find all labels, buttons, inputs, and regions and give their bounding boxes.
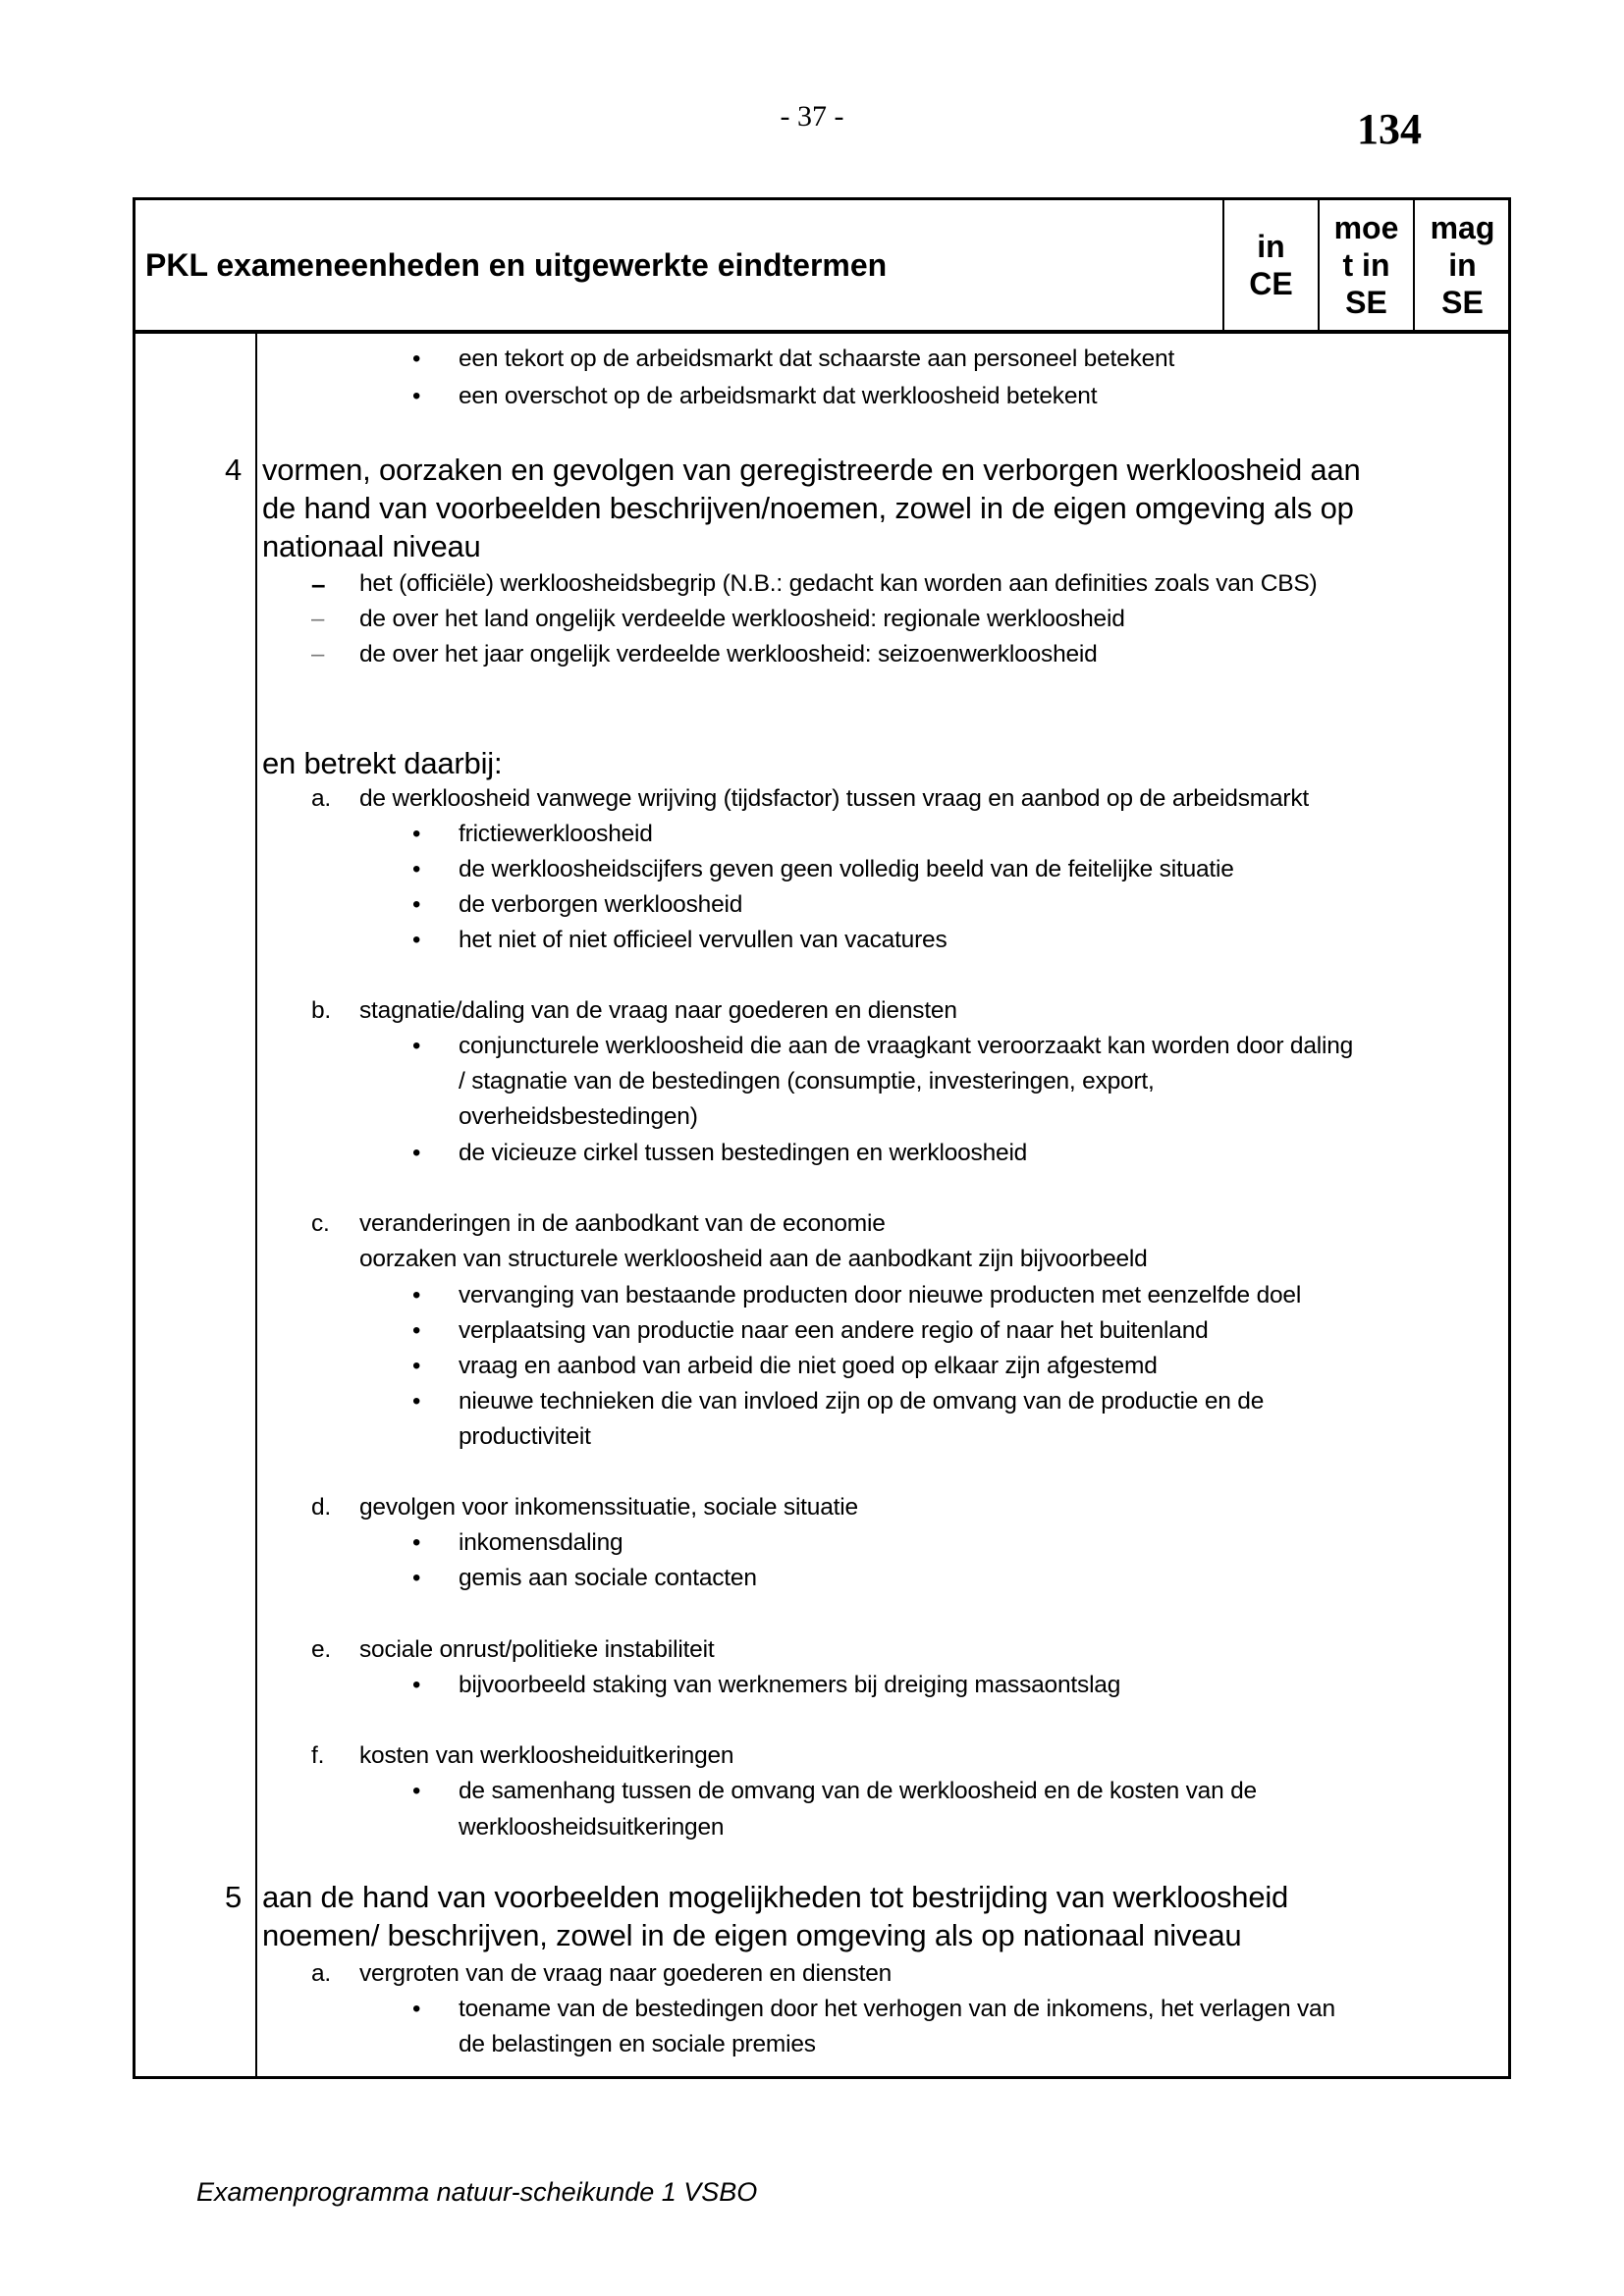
bullet-icon: • <box>412 1388 421 1415</box>
sub-marker: b. <box>311 997 332 1024</box>
intro-text: en betrekt daarbij: <box>262 746 503 780</box>
dash-icon: – <box>311 569 326 599</box>
header-col-text: in <box>1448 247 1477 283</box>
footer-text: Examenprogramma natuur-scheikunde 1 VSBO <box>196 2177 758 2207</box>
list-item-continuation: overheidsbestedingen) <box>459 1103 698 1130</box>
bullet-icon: • <box>412 1140 421 1166</box>
item-number: 4 <box>225 453 243 487</box>
bullet-icon: • <box>412 856 421 882</box>
table-header <box>135 200 1508 334</box>
header-col-moet-in-se <box>1318 200 1413 330</box>
sub-marker: a. <box>311 1960 332 1987</box>
header-col-text: t in <box>1342 247 1390 283</box>
bullet-icon: • <box>412 821 421 847</box>
item-heading-line: de hand van voorbeelden beschrijven/noemen, zowel in de eigen omgeving als op <box>262 491 1354 525</box>
bullet-icon: • <box>412 1353 421 1379</box>
header-col-in-ce <box>1222 200 1318 330</box>
bullet-icon: • <box>412 1317 421 1344</box>
item-heading-line: nationaal niveau <box>262 529 481 563</box>
sub-item-line: gevolgen voor inkomenssituatie, sociale situatie <box>359 1494 858 1521</box>
list-item: frictiewerkloosheid <box>459 821 653 847</box>
header-col-text: moe <box>1333 210 1399 245</box>
sub-item-line: de werkloosheid vanwege wrijving (tijdsfactor) tussen vraag en aanbod op de arbeidsmarkt <box>359 785 1310 812</box>
list-item-continuation: werkloosheidsuitkeringen <box>459 1814 725 1841</box>
list-item: de over het jaar ongelijk verdeelde werkloosheid: seizoenwerkloosheid <box>359 641 1098 667</box>
dash-icon: – <box>311 606 325 632</box>
sub-item-line: vergroten van de vraag naar goederen en diensten <box>359 1960 893 1987</box>
sub-item-line: sociale onrust/politieke instabiliteit <box>359 1636 715 1663</box>
dash-icon: – <box>311 641 325 667</box>
bullet-icon: • <box>412 1529 421 1556</box>
list-item: de samenhang tussen de omvang van de werkloosheid en de kosten van de <box>459 1778 1257 1804</box>
list-item: bijvoorbeeld staking van werknemers bij dreiging massaontslag <box>459 1672 1121 1698</box>
list-item: het (officiële) werkloosheidsbegrip (N.B.: gedacht kan worden aan definities zoals van CBS) <box>359 570 1318 597</box>
list-item: een tekort op de arbeidsmarkt dat schaarste aan personeel betekent <box>459 346 1175 372</box>
list-item: de over het land ongelijk verdeelde werkloosheid: regionale werkloosheid <box>359 606 1125 632</box>
header-col-mag-in-se <box>1413 200 1510 330</box>
list-item: de vicieuze cirkel tussen bestedingen en werkloosheid <box>459 1140 1028 1166</box>
header-title: PKL exameneenheden en uitgewerkte eindtermen <box>145 247 888 283</box>
sub-item-line: kosten van werkloosheiduitkeringen <box>359 1742 734 1769</box>
sub-marker: d. <box>311 1494 332 1521</box>
sub-item-line: oorzaken van structurele werkloosheid aan de aanbodkant zijn bijvoorbeeld <box>359 1246 1148 1272</box>
sub-item-line: stagnatie/daling van de vraag naar goederen en diensten <box>359 997 957 1024</box>
sub-marker: c. <box>311 1210 330 1237</box>
sub-item-line: veranderingen in de aanbodkant van de economie <box>359 1210 886 1237</box>
header-col-text: mag <box>1430 210 1495 245</box>
list-item: vraag en aanbod van arbeid die niet goed op elkaar zijn afgestemd <box>459 1353 1158 1379</box>
bullet-icon: • <box>412 891 421 918</box>
item-heading-line: vormen, oorzaken en gevolgen van geregistreerde en verborgen werkloosheid aan <box>262 453 1361 487</box>
bullet-icon: • <box>412 1282 421 1308</box>
list-item: vervanging van bestaande producten door nieuwe producten met eenzelfde doel <box>459 1282 1302 1308</box>
list-item: toename van de bestedingen door het verhogen van de inkomens, het verlagen van <box>459 1996 1335 2022</box>
item-number: 5 <box>225 1880 243 1914</box>
header-col-text: CE <box>1249 266 1293 301</box>
bullet-icon: • <box>412 927 421 953</box>
bullet-icon: • <box>412 1672 421 1698</box>
number-column-divider <box>255 334 257 2076</box>
list-item: het niet of niet officieel vervullen van vacatures <box>459 927 947 953</box>
document-number: 134 <box>1357 105 1422 153</box>
header-col-text: SE <box>1441 285 1484 320</box>
list-item: verplaatsing van productie naar een andere regio of naar het buitenland <box>459 1317 1209 1344</box>
bullet-icon: • <box>412 1033 421 1059</box>
bullet-icon: • <box>412 346 421 372</box>
list-item-continuation: productiviteit <box>459 1423 591 1450</box>
list-item-continuation: de belastingen en sociale premies <box>459 2031 816 2057</box>
bullet-icon: • <box>412 1778 421 1804</box>
bullet-icon: • <box>412 383 421 409</box>
page-number: - 37 - <box>780 100 844 133</box>
item-heading-line: aan de hand van voorbeelden mogelijkheden tot bestrijding van werkloosheid <box>262 1880 1289 1914</box>
header-col-text: SE <box>1345 285 1387 320</box>
item-heading-line: noemen/ beschrijven, zowel in de eigen omgeving als op nationaal niveau <box>262 1918 1242 1952</box>
sub-marker: f. <box>311 1742 325 1769</box>
header-col-text: in <box>1257 229 1285 264</box>
list-item: gemis aan sociale contacten <box>459 1565 757 1591</box>
list-item: inkomensdaling <box>459 1529 623 1556</box>
list-item: nieuwe technieken die van invloed zijn op de omvang van de productie en de <box>459 1388 1265 1415</box>
bullet-icon: • <box>412 1996 421 2022</box>
sub-marker: e. <box>311 1636 332 1663</box>
list-item: conjuncturele werkloosheid die aan de vraagkant veroorzaakt kan worden door daling <box>459 1033 1354 1059</box>
list-item-continuation: / stagnatie van de bestedingen (consumptie, investeringen, export, <box>459 1068 1155 1095</box>
list-item: de verborgen werkloosheid <box>459 891 743 918</box>
list-item: een overschot op de arbeidsmarkt dat werkloosheid betekent <box>459 383 1098 409</box>
bullet-icon: • <box>412 1565 421 1591</box>
sub-marker: a. <box>311 785 332 812</box>
list-item: de werkloosheidscijfers geven geen volledig beeld van de feitelijke situatie <box>459 856 1234 882</box>
